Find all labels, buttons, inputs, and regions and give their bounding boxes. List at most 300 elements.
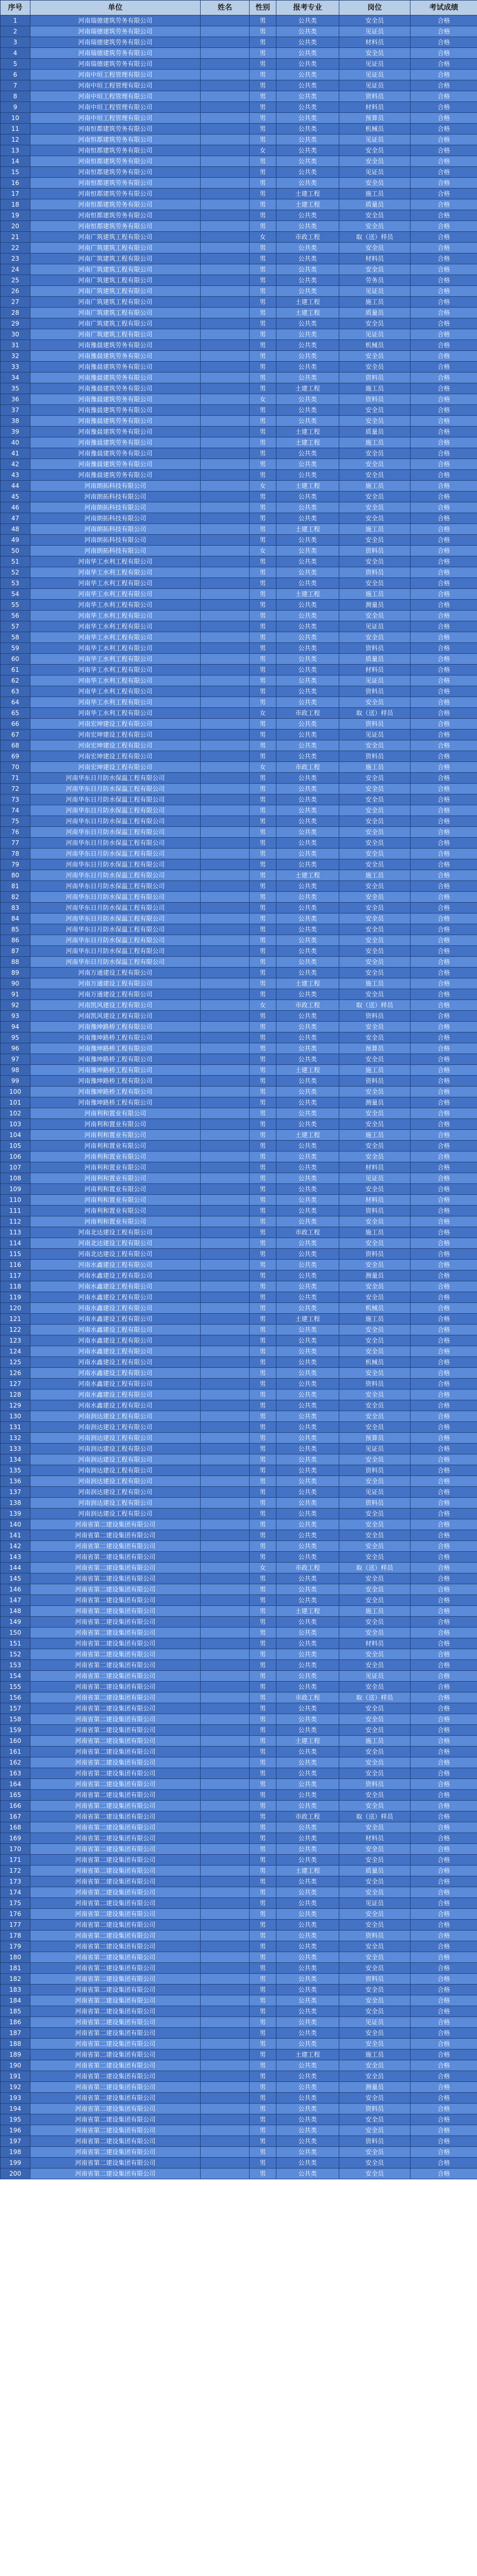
exam-result: 合格 [410, 611, 477, 621]
table-row [1, 827, 477, 838]
exam-major: 公共类 [276, 1876, 339, 1887]
gender: 男 [250, 838, 276, 849]
employer-name: 河南华工水利工程有限公司 [30, 556, 201, 567]
job-post: 材料员 [339, 1195, 410, 1206]
job-post: 劳务员 [339, 275, 410, 286]
exam-result: 合格 [410, 210, 477, 221]
table-row [1, 2136, 477, 2147]
row-index: 139 [1, 1509, 30, 1519]
person-name [201, 1195, 250, 1206]
exam-result: 合格 [410, 1498, 477, 1509]
exam-major: 公共类 [276, 1703, 339, 1714]
exam-major: 公共类 [276, 989, 339, 1000]
gender: 男 [250, 48, 276, 59]
gender: 男 [250, 275, 276, 286]
table-row [1, 351, 477, 362]
gender: 男 [250, 2006, 276, 2017]
exam-result: 合格 [410, 1151, 477, 1162]
employer-name: 河南省第二建设集团有限公司 [30, 2104, 201, 2114]
person-name [201, 1509, 250, 1519]
row-index: 70 [1, 762, 30, 773]
person-name [201, 113, 250, 124]
row-index: 90 [1, 978, 30, 989]
gender: 男 [250, 1281, 276, 1292]
person-name [201, 1530, 250, 1541]
exam-major: 公共类 [276, 2006, 339, 2017]
row-index: 129 [1, 1400, 30, 1411]
job-post: 安全员 [339, 1325, 410, 1335]
row-index: 104 [1, 1130, 30, 1141]
person-name [201, 1357, 250, 1368]
exam-major: 公共类 [276, 849, 339, 859]
gender: 男 [250, 1357, 276, 1368]
job-post: 安全员 [339, 2168, 410, 2179]
job-post: 见证员 [339, 1898, 410, 1909]
gender: 男 [250, 1076, 276, 1087]
table-row [1, 1444, 477, 1454]
row-index: 9 [1, 102, 30, 113]
exam-major: 公共类 [276, 827, 339, 838]
gender: 男 [250, 1822, 276, 1833]
exam-major: 公共类 [276, 546, 339, 556]
person-name [201, 2049, 250, 2060]
row-index: 158 [1, 1714, 30, 1725]
row-index: 151 [1, 1638, 30, 1649]
row-index: 60 [1, 654, 30, 665]
exam-result: 合格 [410, 2168, 477, 2179]
exam-result: 合格 [410, 665, 477, 675]
row-index: 122 [1, 1325, 30, 1335]
gender: 男 [250, 383, 276, 394]
employer-name: 河南华工水利工程有限公司 [30, 643, 201, 654]
exam-result: 合格 [410, 805, 477, 816]
row-index: 179 [1, 1941, 30, 1952]
employer-name: 河南省第二建设集团有限公司 [30, 1974, 201, 1985]
table-row [1, 989, 477, 1000]
exam-result: 合格 [410, 1530, 477, 1541]
employer-name: 河南万通建设工程有限公司 [30, 978, 201, 989]
exam-major: 公共类 [276, 675, 339, 686]
row-index: 167 [1, 1811, 30, 1822]
exam-result: 合格 [410, 91, 477, 102]
row-index: 58 [1, 632, 30, 643]
table-row [1, 1725, 477, 1736]
row-index: 111 [1, 1206, 30, 1216]
exam-result: 合格 [410, 1703, 477, 1714]
employer-name: 河南润达建设工程有限公司 [30, 1465, 201, 1476]
exam-result: 合格 [410, 849, 477, 859]
person-name [201, 1790, 250, 1801]
exam-result: 合格 [410, 1649, 477, 1660]
table-row [1, 1022, 477, 1032]
job-post: 安全员 [339, 2071, 410, 2082]
exam-major: 公共类 [276, 1541, 339, 1552]
person-name [201, 1422, 250, 1433]
table-row [1, 275, 477, 286]
row-index: 119 [1, 1292, 30, 1303]
gender: 男 [250, 1790, 276, 1801]
table-row [1, 1833, 477, 1844]
table-row [1, 1519, 477, 1530]
table-row [1, 459, 477, 470]
gender: 男 [250, 405, 276, 416]
job-post: 安全员 [339, 2006, 410, 2017]
exam-major: 公共类 [276, 1368, 339, 1379]
exam-result: 合格 [410, 1801, 477, 1811]
row-index: 3 [1, 37, 30, 48]
row-index: 128 [1, 1389, 30, 1400]
exam-major: 公共类 [276, 1649, 339, 1660]
gender: 男 [250, 189, 276, 199]
job-post: 施工员 [339, 978, 410, 989]
row-index: 118 [1, 1281, 30, 1292]
job-post: 测量员 [339, 1270, 410, 1281]
exam-result: 合格 [410, 1433, 477, 1444]
exam-major: 公共类 [276, 2071, 339, 2082]
gender: 男 [250, 2158, 276, 2168]
gender: 男 [250, 1682, 276, 1692]
row-index: 51 [1, 556, 30, 567]
exam-major: 公共类 [276, 784, 339, 794]
table-row [1, 1963, 477, 1974]
table-row [1, 1768, 477, 1779]
exam-result: 合格 [410, 2158, 477, 2168]
exam-major: 公共类 [276, 1898, 339, 1909]
table-row [1, 946, 477, 957]
person-name [201, 1552, 250, 1563]
exam-major: 公共类 [276, 178, 339, 189]
row-index: 131 [1, 1422, 30, 1433]
job-post: 资料员 [339, 1206, 410, 1216]
person-name [201, 849, 250, 859]
row-index: 99 [1, 1076, 30, 1087]
gender: 男 [250, 978, 276, 989]
person-name [201, 210, 250, 221]
job-post: 安全员 [339, 827, 410, 838]
exam-result: 合格 [410, 1476, 477, 1487]
person-name [201, 1595, 250, 1606]
exam-major: 公共类 [276, 1660, 339, 1671]
gender: 男 [250, 567, 276, 578]
job-post: 安全员 [339, 1649, 410, 1660]
job-post: 安全员 [339, 48, 410, 59]
person-name [201, 762, 250, 773]
employer-name: 河南水鑫建设工程有限公司 [30, 1260, 201, 1270]
employer-name: 河南广筑建筑工程有限公司 [30, 297, 201, 308]
exam-major: 公共类 [276, 2114, 339, 2125]
header-cell: 考试成绩 [410, 1, 477, 15]
table-row [1, 1270, 477, 1281]
employer-name: 河南利和置业有限公司 [30, 1173, 201, 1184]
job-post: 安全员 [339, 2114, 410, 2125]
table-row [1, 1736, 477, 1747]
job-post: 施工员 [339, 1606, 410, 1617]
gender: 男 [250, 621, 276, 632]
exam-major: 公共类 [276, 2147, 339, 2158]
employer-name: 河南北达建设工程有限公司 [30, 1227, 201, 1238]
employer-name: 河南利和置业有限公司 [30, 1184, 201, 1195]
row-index: 2 [1, 26, 30, 37]
job-post: 安全员 [339, 221, 410, 232]
employer-name: 河南省第二建设集团有限公司 [30, 1638, 201, 1649]
person-name [201, 924, 250, 935]
person-name [201, 243, 250, 253]
employer-name: 河南瑞德建筑劳务有限公司 [30, 15, 201, 26]
table-row [1, 1379, 477, 1389]
row-index: 25 [1, 275, 30, 286]
job-post: 资料员 [339, 2136, 410, 2147]
job-post: 安全员 [339, 1022, 410, 1032]
table-row [1, 675, 477, 686]
gender: 男 [250, 903, 276, 913]
job-post: 安全员 [339, 913, 410, 924]
exam-major: 市政工程 [276, 708, 339, 719]
job-post: 安全员 [339, 1552, 410, 1563]
row-index: 127 [1, 1379, 30, 1389]
row-index: 109 [1, 1184, 30, 1195]
table-row [1, 1000, 477, 1011]
gender: 男 [250, 1855, 276, 1866]
table-row [1, 838, 477, 849]
table-row [1, 1714, 477, 1725]
job-post: 材料员 [339, 665, 410, 675]
exam-result: 合格 [410, 2049, 477, 2060]
person-name [201, 870, 250, 881]
job-post: 质量员 [339, 654, 410, 665]
job-post: 安全员 [339, 145, 410, 156]
table-row [1, 1011, 477, 1022]
table-row [1, 2082, 477, 2093]
table-row [1, 1606, 477, 1617]
employer-name: 河南朗拓科技有限公司 [30, 546, 201, 556]
job-post: 施工员 [339, 1227, 410, 1238]
exam-result: 合格 [410, 2060, 477, 2071]
table-row [1, 1855, 477, 1866]
exam-result: 合格 [410, 1011, 477, 1022]
row-index: 98 [1, 1065, 30, 1076]
person-name [201, 1649, 250, 1660]
row-index: 85 [1, 924, 30, 935]
exam-result: 合格 [410, 1119, 477, 1130]
table-row [1, 427, 477, 437]
table-row [1, 1292, 477, 1303]
person-name [201, 70, 250, 80]
job-post: 资料员 [339, 643, 410, 654]
gender: 男 [250, 1054, 276, 1065]
job-post: 见证员 [339, 167, 410, 178]
person-name [201, 308, 250, 318]
table-row [1, 1876, 477, 1887]
person-name [201, 2017, 250, 2028]
exam-result: 合格 [410, 535, 477, 546]
employer-name: 河南省第二建设集团有限公司 [30, 2017, 201, 2028]
job-post: 取（送）样员 [339, 708, 410, 719]
gender: 男 [250, 1043, 276, 1054]
employer-name: 河南华东日月防水保温工程有限公司 [30, 794, 201, 805]
job-post: 见证员 [339, 80, 410, 91]
gender: 男 [250, 2136, 276, 2147]
exam-result: 合格 [410, 15, 477, 26]
person-name [201, 1303, 250, 1314]
employer-name: 河南华东日月防水保温工程有限公司 [30, 849, 201, 859]
row-index: 46 [1, 502, 30, 513]
employer-name: 河南省第二建设集团有限公司 [30, 1952, 201, 1963]
row-index: 140 [1, 1519, 30, 1530]
exam-major: 公共类 [276, 1389, 339, 1400]
table-row [1, 1660, 477, 1671]
row-index: 87 [1, 946, 30, 957]
job-post: 安全员 [339, 2147, 410, 2158]
row-index: 97 [1, 1054, 30, 1065]
exam-result: 合格 [410, 1173, 477, 1184]
employer-name: 河南恒都建筑劳务有限公司 [30, 124, 201, 134]
row-index: 171 [1, 1855, 30, 1866]
person-name [201, 1692, 250, 1703]
table-row [1, 849, 477, 859]
exam-result: 合格 [410, 1314, 477, 1325]
table-row [1, 686, 477, 697]
person-name [201, 145, 250, 156]
person-name [201, 1368, 250, 1379]
gender: 男 [250, 264, 276, 275]
employer-name: 河南华东日月防水保温工程有限公司 [30, 946, 201, 957]
exam-result: 合格 [410, 1628, 477, 1638]
job-post: 安全员 [339, 2039, 410, 2049]
exam-result: 合格 [410, 1779, 477, 1790]
table-row [1, 1628, 477, 1638]
gender: 男 [250, 253, 276, 264]
employer-name: 河南豫坤路桥工程有限公司 [30, 1054, 201, 1065]
job-post: 质量员 [339, 199, 410, 210]
job-post: 资料员 [339, 719, 410, 730]
employer-name: 河南恒都建筑劳务有限公司 [30, 167, 201, 178]
exam-major: 公共类 [276, 1444, 339, 1454]
employer-name: 河南朗拓科技有限公司 [30, 481, 201, 492]
header-row [1, 1, 477, 15]
row-index: 126 [1, 1368, 30, 1379]
job-post: 施工员 [339, 481, 410, 492]
gender: 男 [250, 881, 276, 892]
employer-name: 河南华工水利工程有限公司 [30, 675, 201, 686]
table-row [1, 924, 477, 935]
row-index: 38 [1, 416, 30, 427]
employer-name: 河南省第二建设集团有限公司 [30, 2125, 201, 2136]
job-post: 见证员 [339, 59, 410, 70]
table-row [1, 1195, 477, 1206]
table-row [1, 59, 477, 70]
person-name [201, 1736, 250, 1747]
exam-result: 合格 [410, 1292, 477, 1303]
exam-major: 公共类 [276, 1855, 339, 1866]
gender: 男 [250, 935, 276, 946]
gender: 男 [250, 437, 276, 448]
table-row [1, 145, 477, 156]
gender: 男 [250, 156, 276, 167]
row-index: 83 [1, 903, 30, 913]
exam-major: 公共类 [276, 924, 339, 935]
exam-result: 合格 [410, 827, 477, 838]
exam-result: 合格 [410, 156, 477, 167]
exam-result: 合格 [410, 719, 477, 730]
gender: 男 [250, 1617, 276, 1628]
job-post: 见证员 [339, 2017, 410, 2028]
exam-result: 合格 [410, 989, 477, 1000]
person-name [201, 1292, 250, 1303]
row-index: 146 [1, 1584, 30, 1595]
gender: 男 [250, 665, 276, 675]
row-index: 26 [1, 286, 30, 297]
exam-result: 合格 [410, 1097, 477, 1108]
row-index: 181 [1, 1963, 30, 1974]
exam-major: 公共类 [276, 1216, 339, 1227]
table-row [1, 784, 477, 794]
row-index: 103 [1, 1119, 30, 1130]
exam-major: 公共类 [276, 1985, 339, 1995]
employer-name: 河南中垣工程管理有限公司 [30, 91, 201, 102]
employer-name: 河南广筑建筑工程有限公司 [30, 308, 201, 318]
table-row [1, 416, 477, 427]
table-row [1, 2147, 477, 2158]
gender: 男 [250, 654, 276, 665]
exam-result: 合格 [410, 502, 477, 513]
person-name [201, 2082, 250, 2093]
exam-major: 公共类 [276, 2093, 339, 2104]
exam-major: 公共类 [276, 362, 339, 372]
gender: 男 [250, 1801, 276, 1811]
exam-major: 土建工程 [276, 383, 339, 394]
exam-result: 合格 [410, 675, 477, 686]
gender: 男 [250, 870, 276, 881]
exam-major: 公共类 [276, 535, 339, 546]
person-name [201, 1941, 250, 1952]
exam-result: 合格 [410, 1227, 477, 1238]
exam-major: 公共类 [276, 264, 339, 275]
person-name [201, 1476, 250, 1487]
table-row [1, 492, 477, 502]
gender: 男 [250, 448, 276, 459]
exam-result: 合格 [410, 935, 477, 946]
exam-result: 合格 [410, 59, 477, 70]
exam-major: 公共类 [276, 1747, 339, 1757]
gender: 女 [250, 394, 276, 405]
row-index: 120 [1, 1303, 30, 1314]
exam-major: 公共类 [276, 167, 339, 178]
exam-major: 公共类 [276, 405, 339, 416]
person-name [201, 2006, 250, 2017]
gender: 男 [250, 210, 276, 221]
job-post: 见证员 [339, 329, 410, 340]
table-row [1, 1649, 477, 1660]
table-row [1, 362, 477, 372]
employer-name: 河南水鑫建设工程有限公司 [30, 1314, 201, 1325]
employer-name: 河南省第二建设集团有限公司 [30, 2114, 201, 2125]
person-name [201, 524, 250, 535]
row-index: 189 [1, 2049, 30, 2060]
row-index: 8 [1, 91, 30, 102]
row-index: 29 [1, 318, 30, 329]
table-row [1, 102, 477, 113]
row-index: 19 [1, 210, 30, 221]
gender: 男 [250, 589, 276, 600]
row-index: 163 [1, 1768, 30, 1779]
exam-major: 土建工程 [276, 297, 339, 308]
exam-major: 公共类 [276, 1400, 339, 1411]
row-index: 21 [1, 232, 30, 243]
exam-major: 公共类 [276, 578, 339, 589]
employer-name: 河南华工水利工程有限公司 [30, 697, 201, 708]
gender: 男 [250, 1909, 276, 1920]
job-post: 安全员 [339, 1346, 410, 1357]
